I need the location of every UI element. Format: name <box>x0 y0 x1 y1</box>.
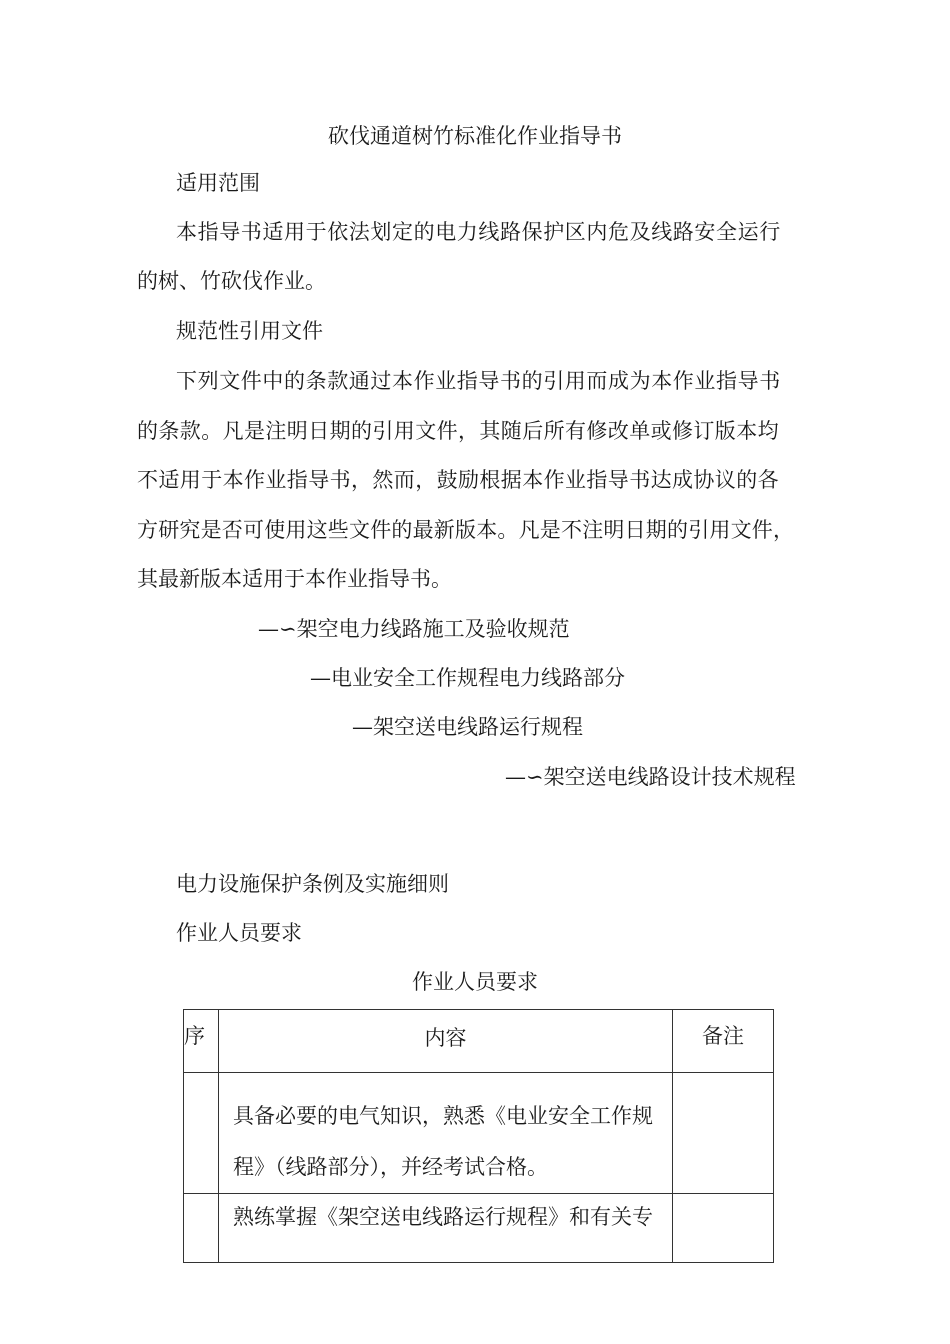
header-cell-content: 内容 <box>219 1010 673 1073</box>
references-paragraph-line: 不适用于本作业指导书，然而，鼓励根据本作业指导书达成协议的各 <box>137 468 779 492</box>
table-header-row <box>184 1010 774 1073</box>
table-row <box>184 1073 774 1194</box>
row-content-cell: 熟练掌握《架空送电线路运行规程》和有关专 <box>219 1194 673 1263</box>
references-paragraph-line: 方研究是否可使用这些文件的最新版本。凡是不注明日期的引用文件， <box>137 518 795 542</box>
references-paragraph-line: 其最新版本适用于本作业指导书。 <box>137 567 452 591</box>
reference-item: —∽架空送电线路设计技术规程 <box>505 765 796 789</box>
references-heading: 规范性引用文件 <box>176 319 323 343</box>
page-title: 砍伐通道树竹标准化作业指导书 <box>328 124 622 148</box>
references-paragraph-line: 下列文件中的条款通过本作业指导书的引用而成为本作业指导书 <box>176 369 781 393</box>
row-no-cell <box>184 1073 219 1194</box>
header-cell-no: 序 <box>184 1010 219 1073</box>
row-note-cell <box>673 1073 774 1194</box>
regulation-reference: 电力设施保护条例及实施细则 <box>176 872 449 896</box>
scope-heading: 适用范围 <box>176 171 260 195</box>
table-caption: 作业人员要求 <box>412 970 538 994</box>
personnel-heading: 作业人员要求 <box>176 921 302 945</box>
personnel-requirements-table <box>183 1009 771 1229</box>
header-cell-note: 备注 <box>673 1010 774 1073</box>
reference-item: —架空送电线路运行规程 <box>352 715 583 739</box>
row-no-cell <box>184 1194 219 1263</box>
references-paragraph-line: 的条款。凡是注明日期的引用文件，其随后所有修改单或修订版本均 <box>137 419 779 443</box>
row-content-cell: 具备必要的电气知识，熟悉《电业安全工作规程》（线路部分），并经考试合格。 <box>219 1073 673 1194</box>
table-row <box>184 1194 774 1263</box>
reference-item: —电业安全工作规程电力线路部分 <box>310 666 625 690</box>
scope-paragraph-line: 的树、竹砍伐作业。 <box>137 269 326 293</box>
reference-item: —∽架空电力线路施工及验收规范 <box>258 617 570 641</box>
row-note-cell <box>673 1194 774 1263</box>
scope-paragraph-line: 本指导书适用于依法划定的电力线路保护区内危及线路安全运行 <box>176 220 781 244</box>
